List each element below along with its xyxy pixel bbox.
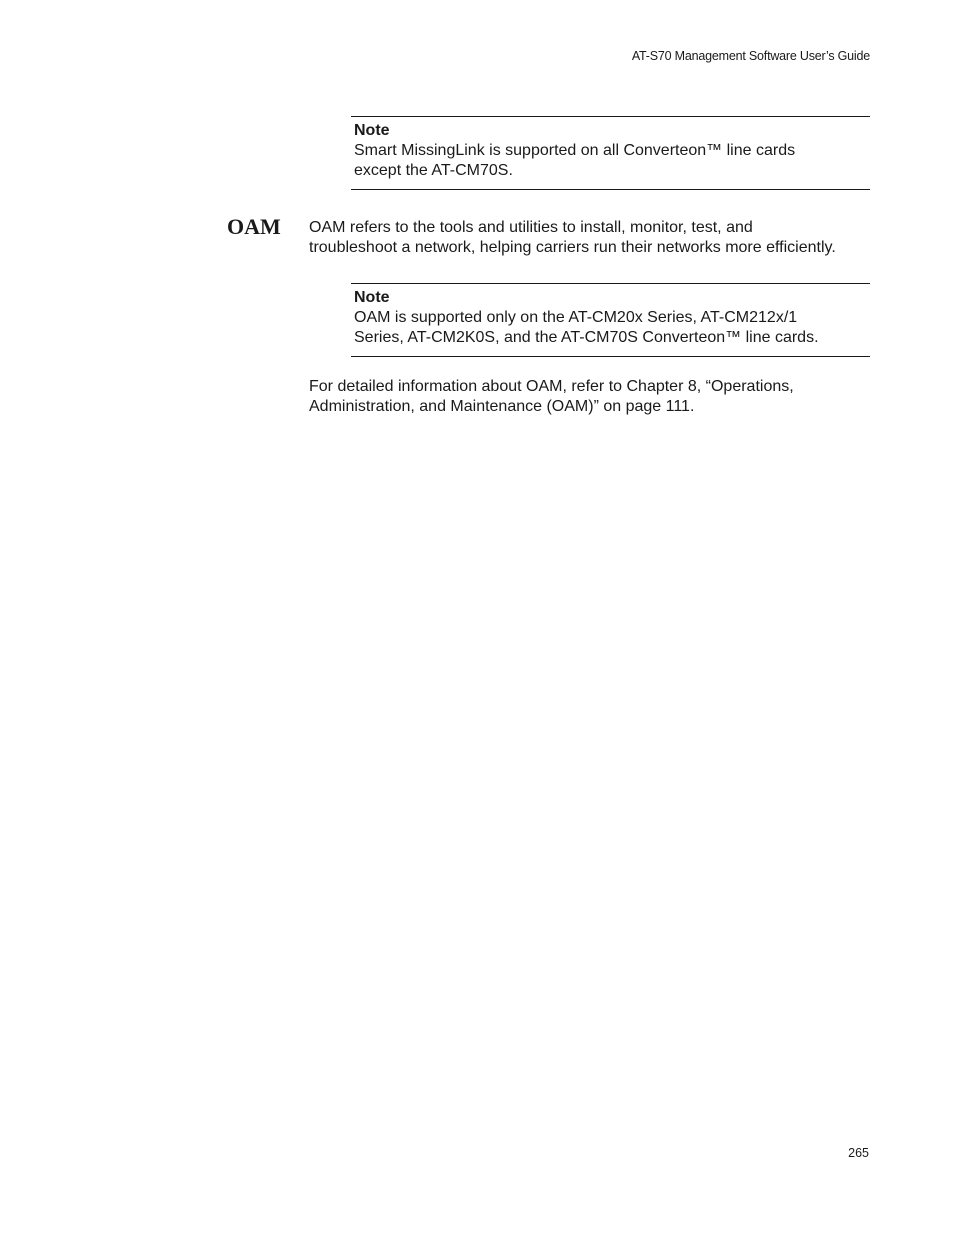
note-box-oam-support <box>351 283 870 357</box>
note-line: Smart MissingLink is supported on all Converteon™ line cards <box>354 142 796 159</box>
section-heading-oam: OAM <box>227 214 281 239</box>
oam-description-paragraph <box>309 218 874 258</box>
note-box-smart-missinglink <box>351 116 870 190</box>
note-line: OAM is supported only on the AT-CM20x Series, AT-CM212x/1 <box>354 309 798 326</box>
oam-reference-paragraph <box>309 377 874 417</box>
page-number: 265 <box>848 1146 869 1160</box>
note-body <box>354 308 870 348</box>
paragraph-line: troubleshoot a network, helping carriers run their networks more efficiently. <box>309 239 836 256</box>
paragraph-line: OAM refers to the tools and utilities to install, monitor, test, and <box>309 219 753 236</box>
note-body <box>354 141 870 181</box>
paragraph-line: Administration, and Maintenance (OAM)” on page 111. <box>309 398 695 415</box>
running-header: AT-S70 Management Software User’s Guide <box>631 49 870 63</box>
note-line: except the AT-CM70S. <box>354 162 513 179</box>
note-line: Series, AT-CM2K0S, and the AT-CM70S Converteon™ line cards. <box>354 329 819 346</box>
note-title: Note <box>354 289 390 306</box>
paragraph-line: For detailed information about OAM, refer to Chapter 8, “Operations, <box>309 378 794 395</box>
note-title: Note <box>354 122 390 139</box>
